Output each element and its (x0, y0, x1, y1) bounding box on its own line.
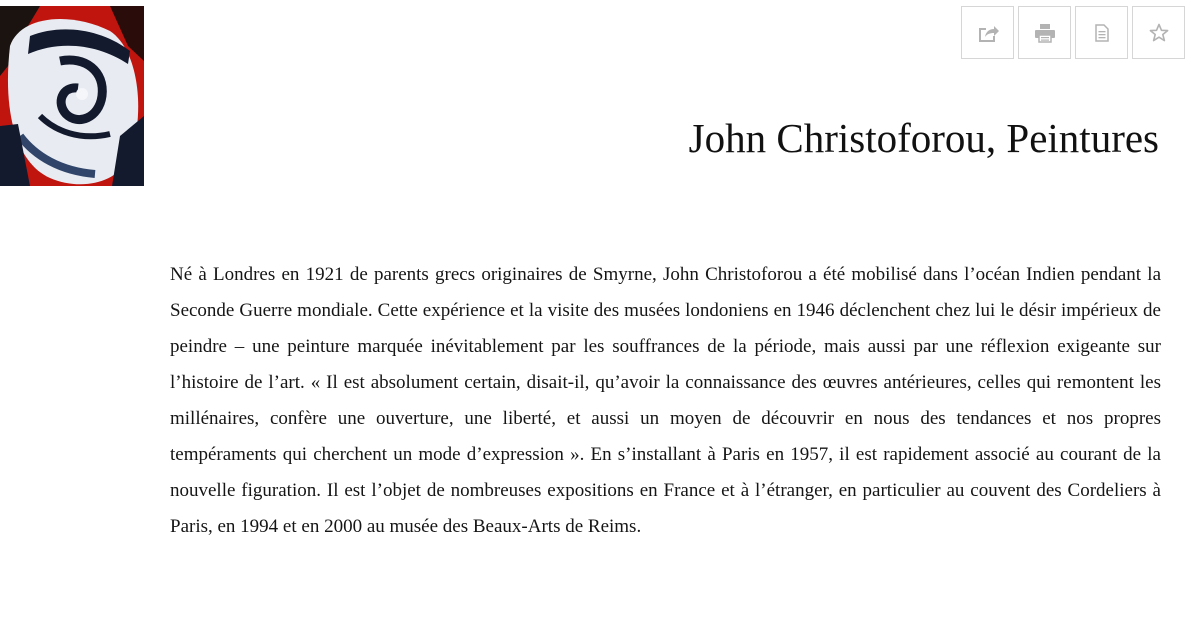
article-toolbar (961, 6, 1185, 59)
page-title: John Christoforou, Peintures (688, 115, 1159, 161)
favorite-button[interactable] (1132, 6, 1185, 59)
share-icon (976, 23, 1000, 43)
share-button[interactable] (961, 6, 1014, 59)
print-icon (1034, 23, 1056, 43)
document-button[interactable] (1075, 6, 1128, 59)
document-icon (1095, 24, 1109, 42)
print-button[interactable] (1018, 6, 1071, 59)
painting-thumbnail[interactable] (0, 6, 144, 186)
star-icon (1149, 23, 1169, 43)
article-paragraph: Né à Londres en 1921 de parents grecs originaires de Smyrne, John Christoforou a été mobilisé dans l’océan Indien pendant la Seconde Guerre mondiale. Cette expérience et la visite des musées londoniens en 1946 déclenchent chez lui le désir impérieux de peindre – une peinture marquée inévitablement par les souffrances de la période, mais aussi par une réflexion exigeante sur l’histoire de l’art. « Il est absolument certain, disait-il, qu’avoir la connaissance des œuvres antérieures, celles qui remontent les millénaires, confère une ouverture, une liberté, et aussi un moyen de découvrir en nous des tendances et nos propres tempéraments qui cherchent un mode d’expression ». En s’installant à Paris en 1957, il est rapidement associé au courant de la nouvelle figuration. Il est l’objet de nombreuses expositions en France et à l’étranger, en particulier au couvent des Cordeliers à Paris, en 1994 et en 2000 au musée des Beaux-Arts de Reims. (170, 264, 1161, 537)
